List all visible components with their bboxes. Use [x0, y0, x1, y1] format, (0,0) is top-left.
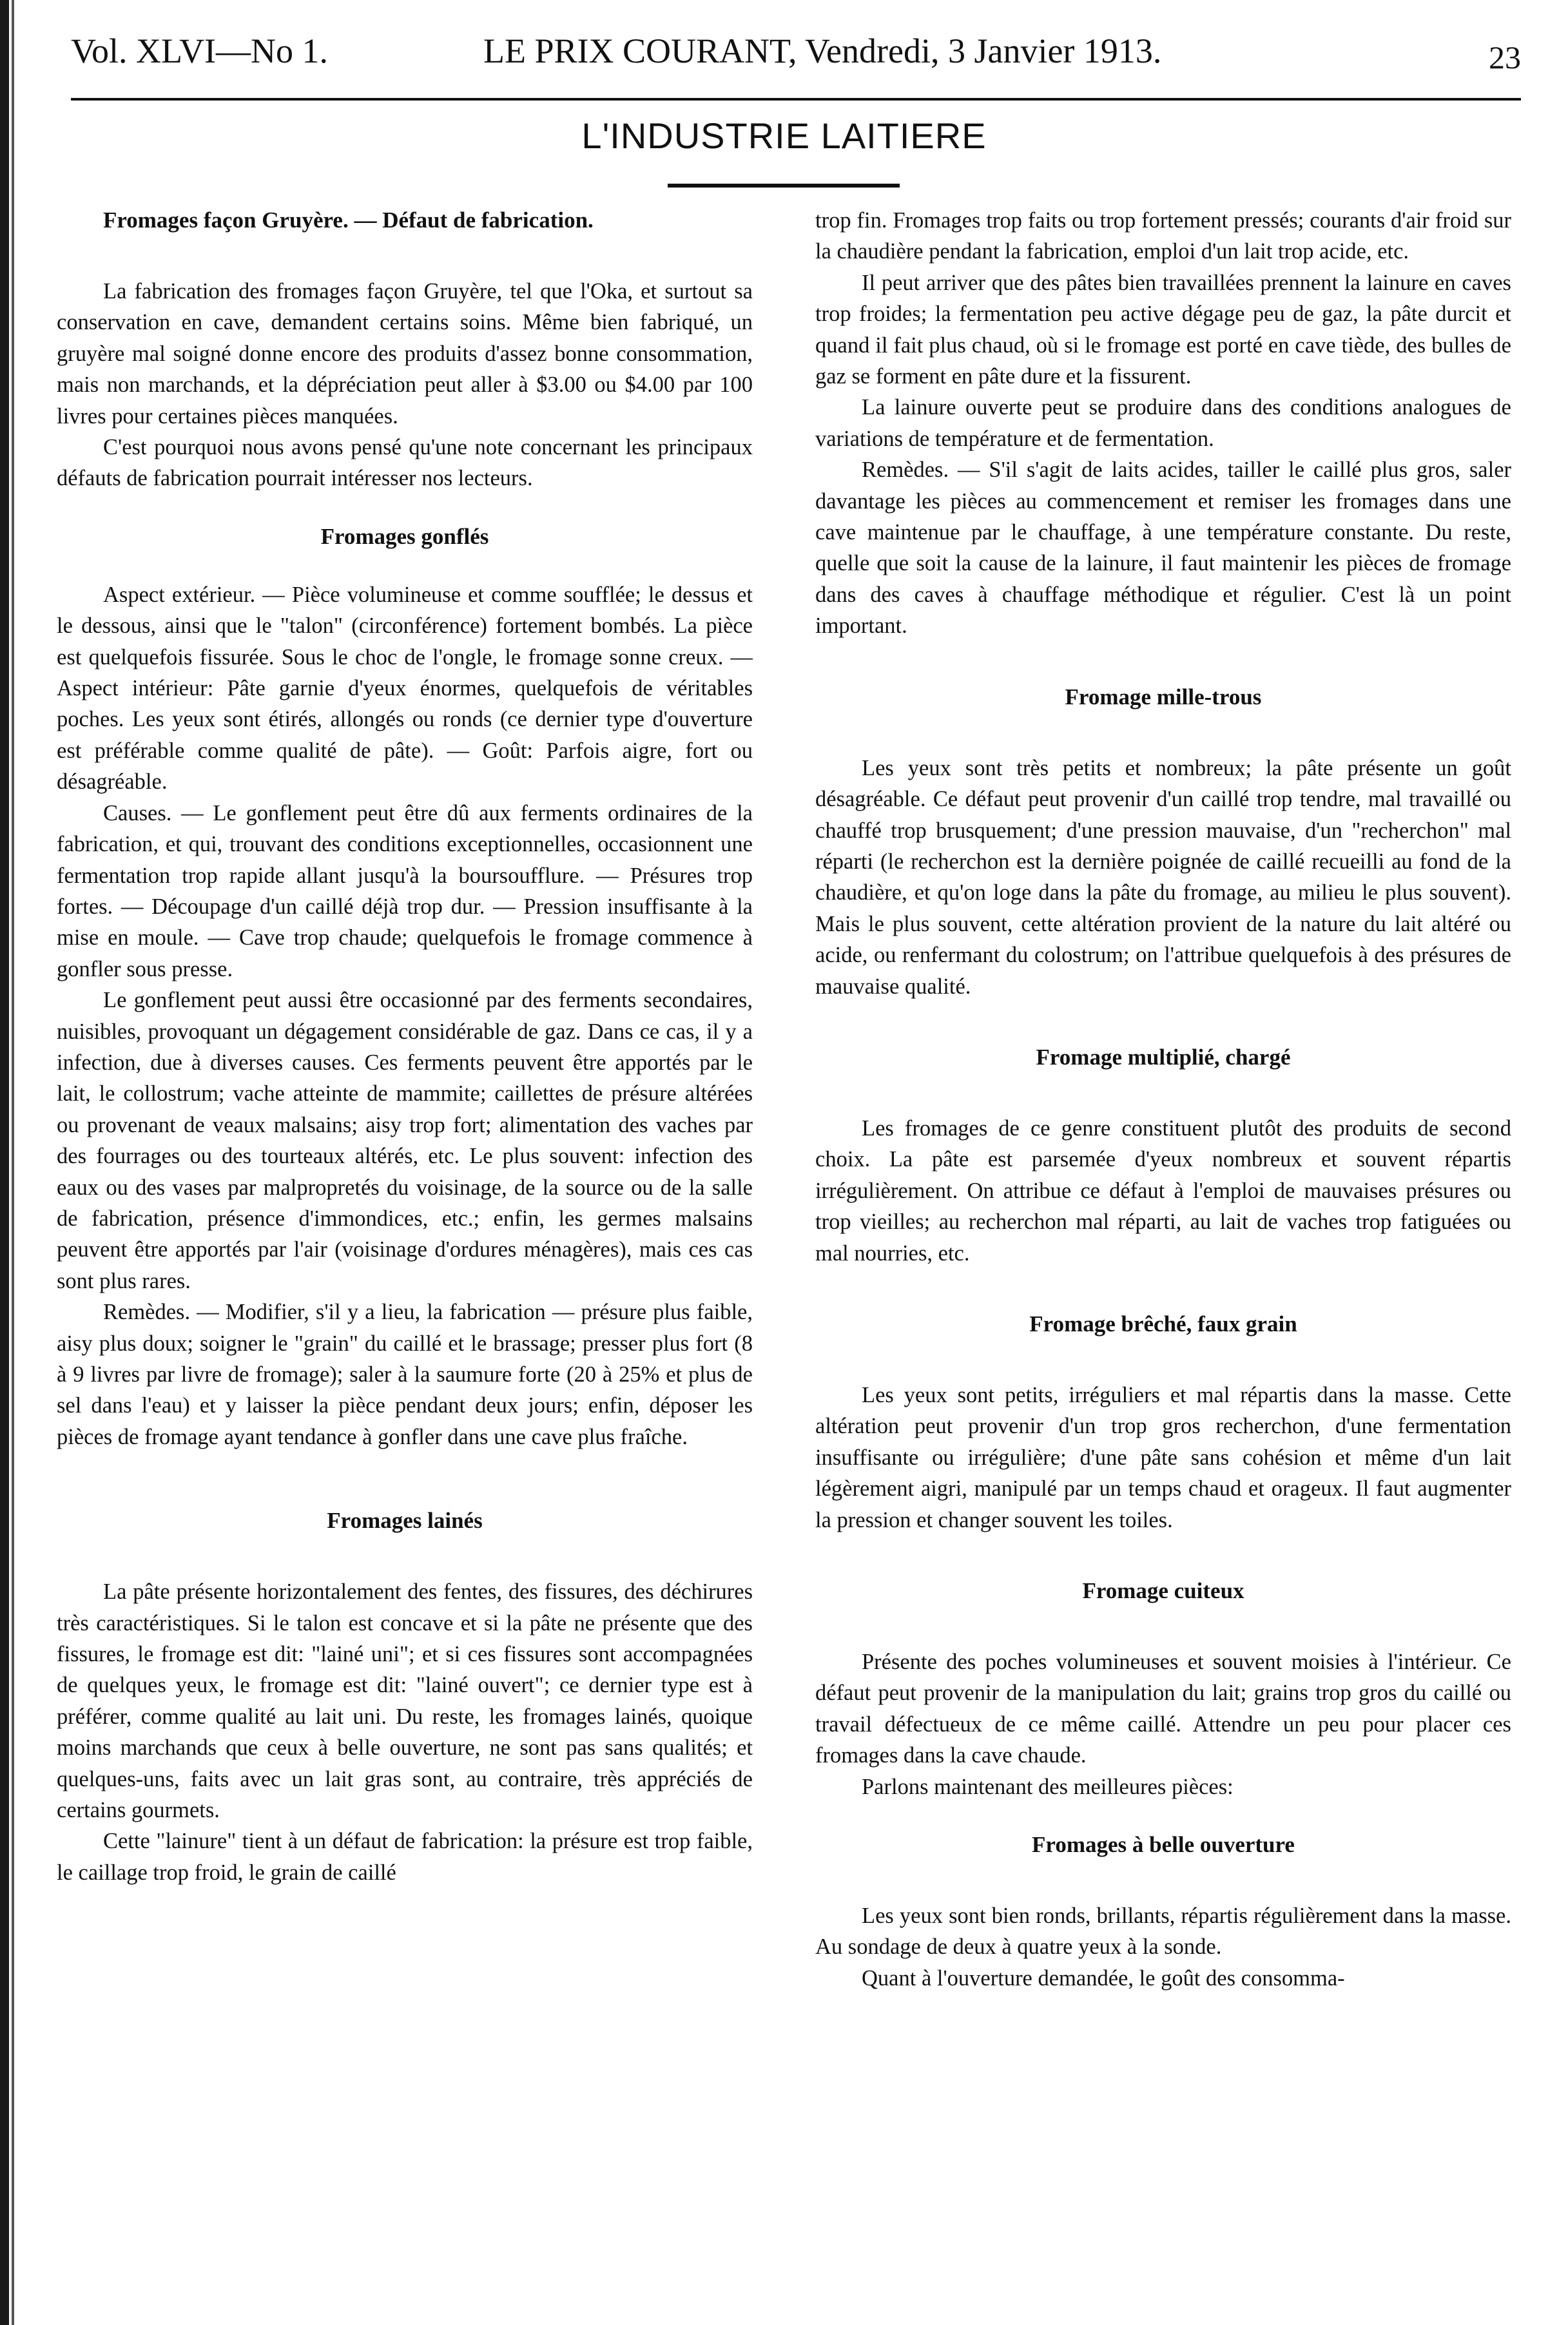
paragraph: Le gonflement peut aussi être occasionné par des ferments secondaires, nuisibles, provoquant un dégagement considérable de gaz. Dans ce cas, il y a infection, due à diverses causes. Ces ferments peuvent être apportés par le lait, le collostrum; vache atteinte de mammite; caillettes de présure altérées ou provenant de veaux malsains; aisy trop fort; alimentation des vaches par des fourrages ou des tourteaux altérés, etc. Le plus souvent: infection des eaux ou des vases par malpropretés du voisinage, de la source ou de la salle de fabrication, présence d'immondices, etc.; enfin, les germes malsains peuvent être apportés par l'air (voisinage d'ordures ménagères), mais ces cas sont plus rares.	[57, 988, 753, 1293]
volume-number: Vol. XLVI—No 1.	[71, 32, 329, 70]
subheading-laines: Fromages lainés	[327, 1508, 483, 1534]
paragraph: C'est pourquoi nous avons pensé qu'une note concernant les principaux défauts de fabrication pourrait intéresser nos lecteurs.	[57, 435, 753, 491]
paragraph: Remèdes. — Modifier, s'il y a lieu, la fabrication — présure plus faible, aisy plus doux; soigner le "grain" du caillé et le brassage; presser plus fort (8 à 9 livres par livre de fromage); saler à la saumure forte (20 à 25% et plus de sel dans l'eau) et y laisser la pièce pendant deux jours; enfin, déposer les pièces de fromage ayant tendance à gonfler dans une cave plus fraîche.	[57, 1300, 753, 1449]
subheading-cuiteux: Fromage cuiteux	[1082, 1578, 1244, 1603]
paragraph: Quant à l'ouverture demandée, le goût des consomma-	[862, 1965, 1345, 1991]
left-column	[57, 205, 753, 2306]
paragraph: Présente des poches volumineuses et souvent moisies à l'intérieur. Ce défaut peut provenir de la manipulation du lait; grains trop gros du caillé ou travail défectueux de ce même caillé. Attendre un peu pour placer ces fromages dans la cave chaude.	[815, 1650, 1511, 1768]
paragraph: Aspect extérieur. — Pièce volumineuse et comme soufflée; le dessus et le dessous, ainsi que le "talon" (circonférence) fortement bombés. La pièce est quelquefois fissurée. Sous le choc de l'ongle, le fromage sonne creux. — Aspect intérieur: Pâte garnie d'yeux énormes, quelquefois de véritables poches. Les yeux sont étirés, allongés ou ronds (ce dernier type d'ouverture est préférable comme qualité de pâte). — Goût: Parfois aigre, fort ou désagréable.	[57, 582, 753, 795]
section-title: L'INDUSTRIE LAITIERE	[581, 115, 987, 156]
subheading-multiplie: Fromage multiplié, chargé	[1036, 1044, 1291, 1070]
paragraph: trop fin. Fromages trop faits ou trop fortement pressés; courants d'air froid sur la chaudière pendant la fabrication, emploi d'un lait trop acide, etc.	[815, 208, 1511, 264]
paragraph: Cette "lainure" tient à un défaut de fabrication: la présure est trop faible, le caillage trop froid, le grain de caillé	[57, 1829, 753, 1885]
paragraph: Il peut arriver que des pâtes bien travaillées prennent la lainure en caves trop froides; la fermentation peu active dégage peu de gaz, la pâte durcit et quand il fait plus chaud, où si le fromage est porté en cave tiède, des bulles de gaz se forment en pâte dure et la fissurent.	[815, 270, 1511, 389]
paragraph: Les yeux sont très petits et nombreux; la pâte présente un goût désagréable. Ce défaut peut provenir d'un caillé trop tendre, mal travaillé ou chauffé trop brusquement; d'une pression mauvaise, d'un "recherchon" mal réparti (le recherchon est la dernière poignée de caillé recueilli au fond de la chaudière, et qu'on loge dans la pâte du fromage, au milieu le plus souvent). Mais le plus souvent, cette altération provient de la nature du lait altéré ou acide, ou renfermant du colostrum; on l'attribue quelquefois à des présures de mauvaise qualité.	[815, 755, 1511, 999]
article-title: Fromages façon Gruyère. — Défaut de fabrication.	[103, 207, 594, 233]
scan-edge-shadow	[0, 0, 9, 2325]
paragraph: Les fromages de ce genre constituent plutôt des produits de second choix. La pâte est parsemée d'yeux nombreux et souvent répartis irrégulièrement. On attribue ce défaut à l'emploi de mauvaises présures ou trop vieilles; au recherchon mal réparti, au lait de vaches trop fatiguées ou mal nourries, etc.	[815, 1115, 1511, 1266]
paragraph: Remèdes. — S'il s'agit de laits acides, tailler le caillé plus gros, saler davantage les pièces au commencement et remiser les fromages dans une cave maintenue par le chauffage, à une température constante. Du reste, quelle que soit la cause de la lainure, il faut maintenir les pièces de fromage dans des caves à chauffage méthodique et régulier. C'est là un point important.	[815, 458, 1511, 639]
title-underline	[668, 184, 900, 188]
subheading-gonfles: Fromages gonflés	[320, 523, 489, 549]
journal-dateline: LE PRIX COURANT, Vendredi, 3 Janvier 1913.	[483, 32, 1162, 70]
header-rule	[71, 98, 1521, 101]
scan-edge-line	[12, 0, 14, 2325]
paragraph: La fabrication des fromages façon Gruyère, tel que l'Oka, et surtout sa conservation en cave, demandent certains soins. Même bien fabriqué, un gruyère mal soigné donne encore des produits d'assez bonne consommation, mais non marchands, et la dépréciation peut aller à $3.00 ou $4.00 par 100 livres pour certaines pièces manquées.	[57, 279, 753, 429]
page-header	[71, 31, 1521, 89]
page-number: 23	[1489, 39, 1521, 75]
paragraph: Causes. — Le gonflement peut être dû aux ferments ordinaires de la fabrication, et qui, trouvant des conditions exceptionnelles, occasionnent une fermentation trop rapide allant jusqu'à la boursoufflure. — Présures trop fortes. — Découpage d'un caillé déjà trop dur. — Pression insuffisante à la mise en moule. — Cave trop chaude; quelquefois le fromage commence à gonfler sous presse.	[57, 800, 753, 981]
paragraph: Les yeux sont bien ronds, brillants, répartis régulièrement dans la masse. Au sondage de deux à quatre yeux à la sonde.	[815, 1904, 1511, 1960]
paragraph: Les yeux sont petits, irréguliers et mal répartis dans la masse. Cette altération peut provenir d'un trop gros recherchon, d'une fermentation insuffisante ou irrégulière; d'une pâte sans cohésion et même d'un lait légèrement aigri, manipulé par un temps chaud et orageux. Il faut augmenter la pression et changer souvent les toiles.	[815, 1382, 1511, 1532]
right-column	[815, 205, 1511, 2306]
subheading-breche: Fromage brêché, faux grain	[1029, 1311, 1297, 1336]
subheading-belle-ouverture: Fromages à belle ouverture	[1032, 1832, 1295, 1858]
subheading-mille-trous: Fromage mille-trous	[1065, 684, 1262, 709]
paragraph: La lainure ouverte peut se produire dans des conditions analogues de variations de température et de fermentation.	[815, 395, 1511, 451]
paragraph: Parlons maintenant des meilleures pièces:	[862, 1774, 1234, 1799]
paragraph: La pâte présente horizontalement des fentes, des fissures, des déchirures très caractéristiques. Si le talon est concave et si la pâte ne présente que des fissures, le fromage est dit: "lainé uni"; et si ces fissures sont accompagnées de quelques yeux, le fromage est dit: "lainé ouvert"; ce dernier type est à préférer, comme qualité au lait uni. Du reste, les fromages lainés, quoique moins marchands que ceux à belle ouverture, ne sont pas sans qualités; et quelques-uns, faits avec un lait gras sont, au contraire, très appréciés de certains gourmets.	[57, 1579, 753, 1823]
